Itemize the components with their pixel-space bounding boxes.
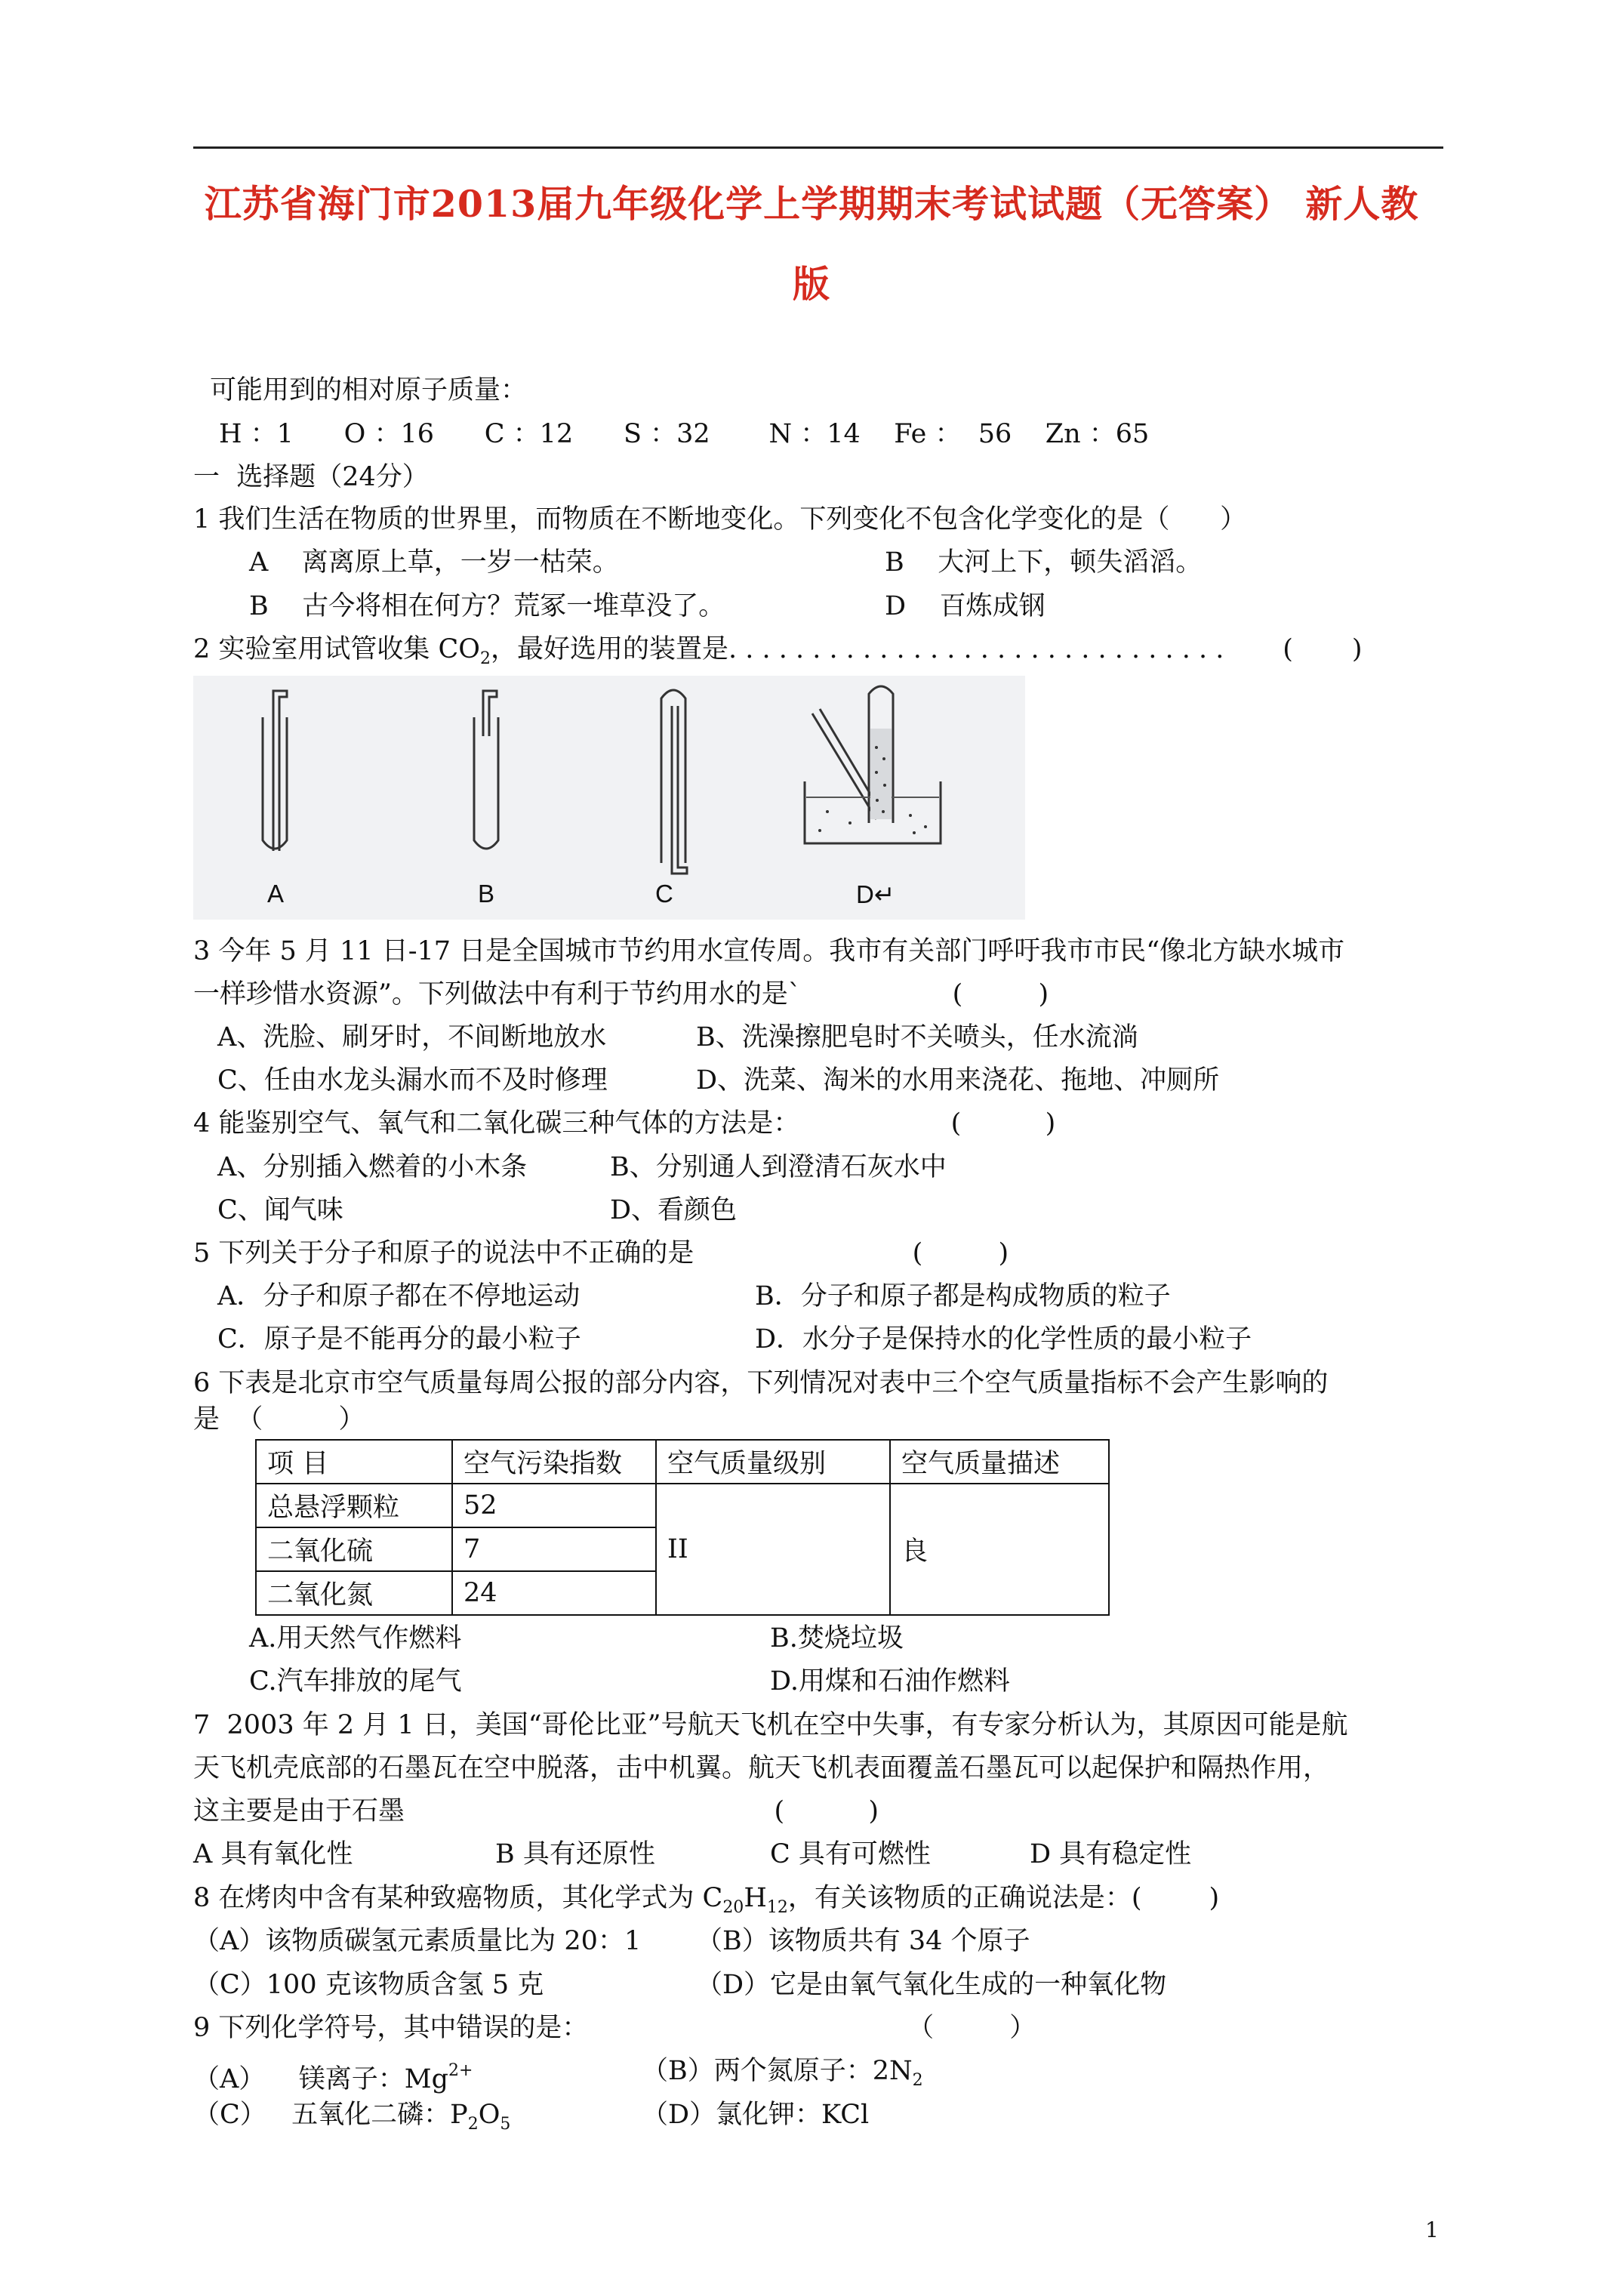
q4-stem: 4 能鉴别空气、氧气和二氧化碳三种气体的方法是： ( ) (193, 1108, 1056, 1139)
q6-stem-line2: 是 （ ） (193, 1404, 365, 1435)
test-tube-apparatus-diagram (193, 676, 1025, 920)
q7-stem-line2: 天飞机壳底部的石墨瓦在空中脱落，击中机翼。航天飞机表面覆盖石墨瓦可以起保护和隔热作用， (193, 1753, 1330, 1783)
table-cell-item: 总悬浮颗粒 (256, 1484, 452, 1527)
q7-stem-line1: 7 2003 年 2 月 1 日，美国“哥伦比亚”号航天飞机在空中失事，有专家分析认为，其原因可能是航 (193, 1710, 1348, 1740)
apparatus-c (661, 690, 687, 874)
table-cell-index: 24 (452, 1571, 656, 1615)
q2-stem: 2 实验室用试管收集 $CO_2$，最好选用的装置是. . . . . . . . . . . . . . . . . . . . . . . . . . . . . . ( ) (193, 634, 1363, 668)
q9-stem: 9 下列化学符号，其中错误的是： （ ） (193, 2013, 1036, 2043)
q7-stem-line3: 这主要是由于石墨 ( ) (193, 1796, 879, 1826)
q5-option-c: C．原子是不能再分的最小粒子 (217, 1324, 581, 1354)
section-heading: 一 选择题（24分） (193, 462, 429, 492)
q1-stem: 1 我们生活在物质的世界里，而物质在不断地变化。下列变化不包含化学变化的是（ ） (193, 504, 1247, 535)
table-cell-index: 7 (452, 1527, 656, 1571)
q7-option-a: A 具有氧化性 (193, 1839, 353, 1869)
q8-option-a: （A）该物质碳氢元素质量比为 20：1 (193, 1926, 642, 1956)
apparatus-label-c: C (655, 880, 673, 908)
q7-option-b: B 具有还原性 (495, 1839, 655, 1869)
q4-option-b: B、分别通人到澄清石灰水中 (610, 1152, 947, 1182)
table-row (256, 1484, 1109, 1527)
table-header: 项 目 (256, 1440, 452, 1484)
q1-option-a: A 离离原上草，一岁一枯荣。 (249, 547, 619, 578)
q5-option-a: A．分子和原子都在不停地运动 (217, 1281, 581, 1311)
table-header-row (256, 1440, 1109, 1484)
q8-option-c: （C）100 克该物质含氢 5 克 (193, 1970, 544, 2000)
q3-option-c: C、任由水龙头漏水而不及时修理 (217, 1065, 608, 1096)
q1-option-d: D 百炼成钢 (885, 591, 1046, 621)
q3-option-a: A、洗脸、刷牙时，不间断地放水 (217, 1022, 607, 1052)
q6-option-b: B.焚烧垃圾 (770, 1623, 904, 1653)
table-cell-level: II (656, 1484, 890, 1615)
q8-stem: 8 在烤肉中含有某种致癌物质，其化学式为 $C_{20}H_{12}$，有关该物质的正确说法是：( ) (193, 1883, 1220, 1917)
apparatus-label-a: A (267, 880, 285, 908)
q6-option-c: C.汽车排放的尾气 (249, 1666, 462, 1697)
atomic-mass-label: 可能用到的相对原子质量： (210, 375, 528, 405)
q8-option-d: （D）它是由氧气氧化生成的一种氧化物 (696, 1970, 1167, 2000)
q5-option-b: B．分子和原子都是构成物质的粒子 (755, 1281, 1171, 1311)
q1-option-c: B 古今将相在何方？荒冢一堆草没了。 (249, 591, 725, 621)
q4-option-d: D、看颜色 (610, 1195, 738, 1225)
q3-stem-line1: 3 今年 5 月 11 日-17 日是全国城市节约用水宣传周。我市有关部门呼吁我市市民“像北方缺水城市 (193, 936, 1345, 966)
q6-stem-line1: 6 下表是北京市空气质量每周公报的部分内容，下列情况对表中三个空气质量指标不会产生影响的 (193, 1368, 1329, 1398)
q9-option-d: （D）氯化钾：KCl (642, 2100, 870, 2130)
document-title-line1: 江苏省海门市2013届九年级化学上学期期末考试试题（无答案） 新人教 (204, 182, 1419, 226)
q9-option-b: （B）两个氮原子：$2N_2$ (642, 2056, 923, 2090)
table-header: 空气质量级别 (656, 1440, 890, 1484)
apparatus-a (263, 691, 287, 851)
table-header: 空气污染指数 (452, 1440, 656, 1484)
q6-option-a: A.用天然气作燃料 (249, 1623, 462, 1653)
page-number: 1 (1425, 2217, 1439, 2242)
q7-option-d: D 具有稳定性 (1030, 1839, 1192, 1869)
table-header: 空气质量描述 (890, 1440, 1109, 1484)
q9-option-c: （C） 五氧化二磷：$P_2O_5$ (193, 2100, 511, 2134)
q1-option-b: B 大河上下，顿失滔滔。 (885, 547, 1203, 578)
q2-apparatus-figure (193, 676, 1025, 920)
apparatus-label-d: D↵ (856, 880, 895, 908)
q3-option-d: D、洗菜、淘米的水用来浇花、拖地、冲厕所 (696, 1065, 1220, 1096)
table-cell-item: 二氧化硫 (256, 1527, 452, 1571)
q6-option-d: D.用煤和石油作燃料 (770, 1666, 1010, 1697)
apparatus-label-b: B (478, 880, 495, 908)
q9-option-a: （A） 镁离子：$Mg^{2+}$ (193, 2061, 473, 2094)
q4-option-a: A、分别插入燃着的小木条 (217, 1152, 528, 1182)
header-rule (193, 146, 1443, 149)
q5-option-d: D．水分子是保持水的化学性质的最小粒子 (755, 1324, 1252, 1354)
table-cell-index: 52 (452, 1484, 656, 1527)
q5-stem: 5 下列关于分子和原子的说法中不正确的是 ( ) (193, 1238, 1009, 1268)
air-quality-table (255, 1439, 1110, 1616)
q3-stem-line2: 一样珍惜水资源”。下列做法中有利于节约用水的是` ( ) (193, 979, 1049, 1009)
q4-option-c: C、闻气味 (217, 1195, 343, 1225)
table-cell-item: 二氧化氮 (256, 1571, 452, 1615)
atomic-mass-values: H ：1 O ：16 C ：12 S ：32 N ：14 Fe ： 56 Zn ：65 (219, 419, 1150, 449)
apparatus-b (474, 691, 498, 849)
table-cell-description: 良 (890, 1484, 1109, 1615)
document-title-line2: 版 (792, 262, 830, 306)
q3-option-b: B、洗澡擦肥皂时不关喷头，任水流淌 (696, 1022, 1138, 1052)
q7-option-c: C 具有可燃性 (770, 1839, 931, 1869)
q8-option-b: （B）该物质共有 34 个原子 (696, 1926, 1030, 1956)
